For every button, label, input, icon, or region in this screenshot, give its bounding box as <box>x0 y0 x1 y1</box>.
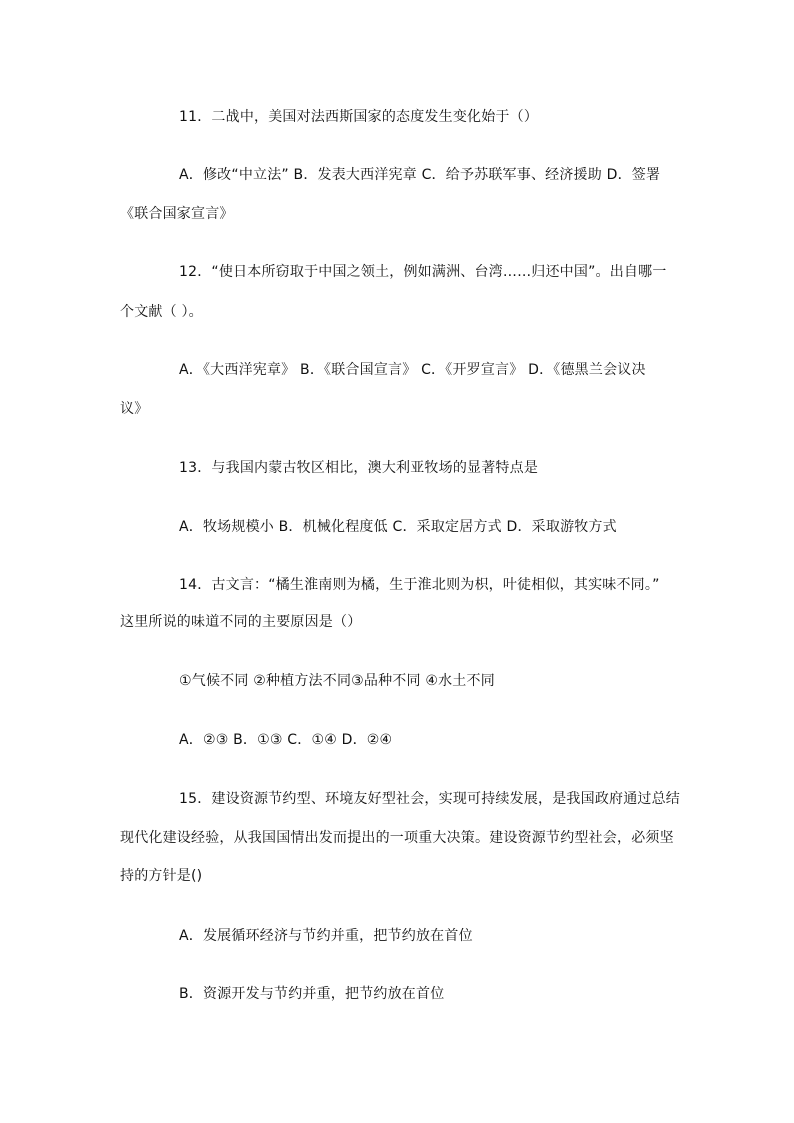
question-14-statements: ①气候不同 ②种植方法不同③品种不同 ④水土不同 <box>179 673 495 689</box>
question-12-options-cont: 议》 <box>120 401 149 417</box>
question-14-stem-cont: 这里所说的味道不同的主要原因是（） <box>120 614 362 630</box>
question-13-stem: 13．与我国内蒙古牧区相比，澳大利亚牧场的显著特点是 <box>179 460 539 476</box>
question-11-options: A．修改“中立法” B．发表大西洋宪章 C．给予苏联军事、经济援助 D．签署 <box>179 167 661 183</box>
question-13-options: A．牧场规模小 B．机械化程度低 C．采取定居方式 D．采取游牧方式 <box>179 519 617 535</box>
question-12-options: A．《大西洋宪章》 B．《联合国宣言》 C．《开罗宣言》 D．《德黑兰会议决 <box>179 362 646 378</box>
question-15-stem-cont-1: 现代化建设经验，从我国国情出发而提出的一项重大决策。建设资源节约型社会，必须坚 <box>120 830 674 846</box>
question-11-options-cont: 《联合国家宣言》 <box>120 206 234 222</box>
question-15-stem-cont-2: 持的方针是() <box>120 868 203 884</box>
question-12-stem: 12．“使日本所窃取于中国之领土，例如满洲、台湾……归还中国”。出自哪一 <box>179 264 667 280</box>
question-14-stem: 14．古文言：“橘生淮南则为橘，生于淮北则为枳，叶徒相似，其实味不同。” <box>179 577 660 593</box>
question-11-stem: 11．二战中，美国对法西斯国家的态度发生变化始于（） <box>179 109 539 125</box>
question-12-stem-cont: 个文献（ ）。 <box>120 304 203 320</box>
question-15-stem: 15．建设资源节约型、环境友好型社会，实现可持续发展，是我国政府通过总结 <box>179 791 681 807</box>
question-14-options: A．②③ B．①③ C．①④ D．②④ <box>179 732 393 748</box>
question-15-option-a: A．发展循环经济与节约并重，把节约放在首位 <box>179 928 473 944</box>
question-15-option-b: B．资源开发与节约并重，把节约放在首位 <box>179 986 445 1002</box>
